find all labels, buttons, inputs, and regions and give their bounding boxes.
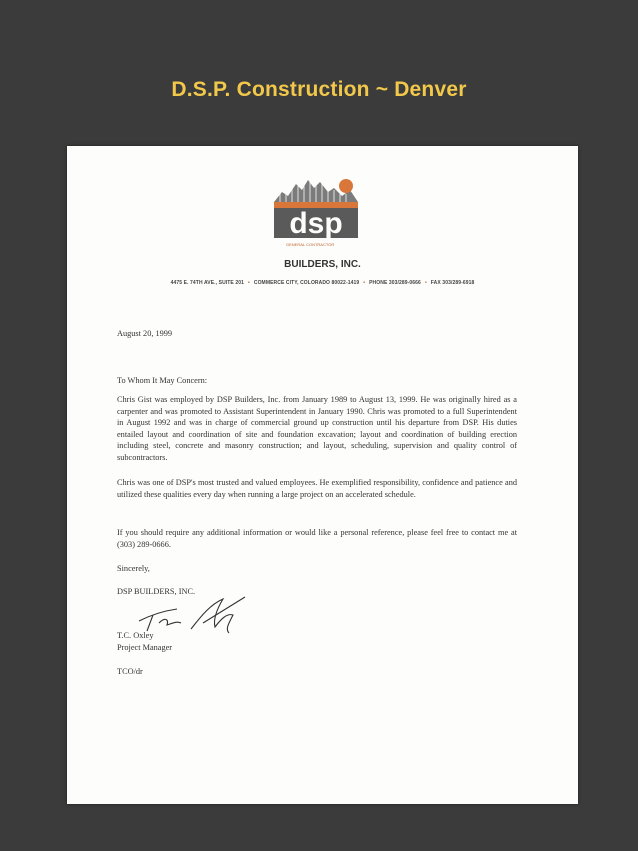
letter-date: August 20, 1999 bbox=[117, 329, 173, 338]
svg-text:GENERAL CONTRACTOR: GENERAL CONTRACTOR bbox=[286, 242, 335, 247]
company-signature: DSP BUILDERS, INC. bbox=[117, 587, 196, 596]
street-address: 4475 E. 74TH AVE., SUITE 201 bbox=[170, 280, 244, 286]
city-address: COMMERCE CITY, COLORADO 80022-1419 bbox=[253, 280, 360, 286]
paragraph-3: If you should require any additional information or would like a personal reference, please feel free to contact me at (303) 289-0666. bbox=[117, 528, 517, 549]
reference-initials: TCO/dr bbox=[117, 667, 143, 676]
phone-number: PHONE 303/289-0666 bbox=[369, 280, 421, 286]
svg-text:dsp: dsp bbox=[289, 207, 343, 240]
paragraph-2: Chris was one of DSP's most trusted and valued employees. He exemplified responsibility, confidence and patience and utilized these qualities every day when running a large project on an accelerated schedule. bbox=[117, 478, 517, 499]
dsp-logo bbox=[266, 172, 368, 250]
signer-name: T.C. Oxley bbox=[117, 631, 154, 640]
fax-number: FAX 303/289-6918 bbox=[430, 280, 475, 286]
sun-icon bbox=[339, 179, 353, 193]
signer-title: Project Manager bbox=[117, 643, 173, 652]
company-name: BUILDERS, INC. bbox=[284, 259, 361, 270]
address-line: 4475 E. 74TH AVE., SUITE 201 • COMMERCE CITY, COLORADO 80022-1419 • PHONE 303/289-0666 • FAX 303/289-6918 bbox=[170, 280, 475, 286]
paragraph-1: Chris Gist was employed by DSP Builders, Inc. from January 1989 to August 13, 1999. He was originally hired as a carpenter and was promoted to Assistant Superintendent in January 1990. Chris was promoted to a full Superintendent in August 1992 and was in charge of commercial ground up construction until his departure from DSP. His duties entailed layout and coordination of site and foundation excavation; layout and coordination of building erection including steel, concrete and masonry construction; and layout, scheduling, supervision and quality control of subcontractors. bbox=[117, 395, 517, 462]
page-title: D.S.P. Construction ~ Denver bbox=[171, 78, 467, 101]
salutation: To Whom It May Concern: bbox=[117, 376, 208, 385]
closing: Sincerely, bbox=[117, 564, 150, 573]
letter-document bbox=[67, 146, 578, 804]
